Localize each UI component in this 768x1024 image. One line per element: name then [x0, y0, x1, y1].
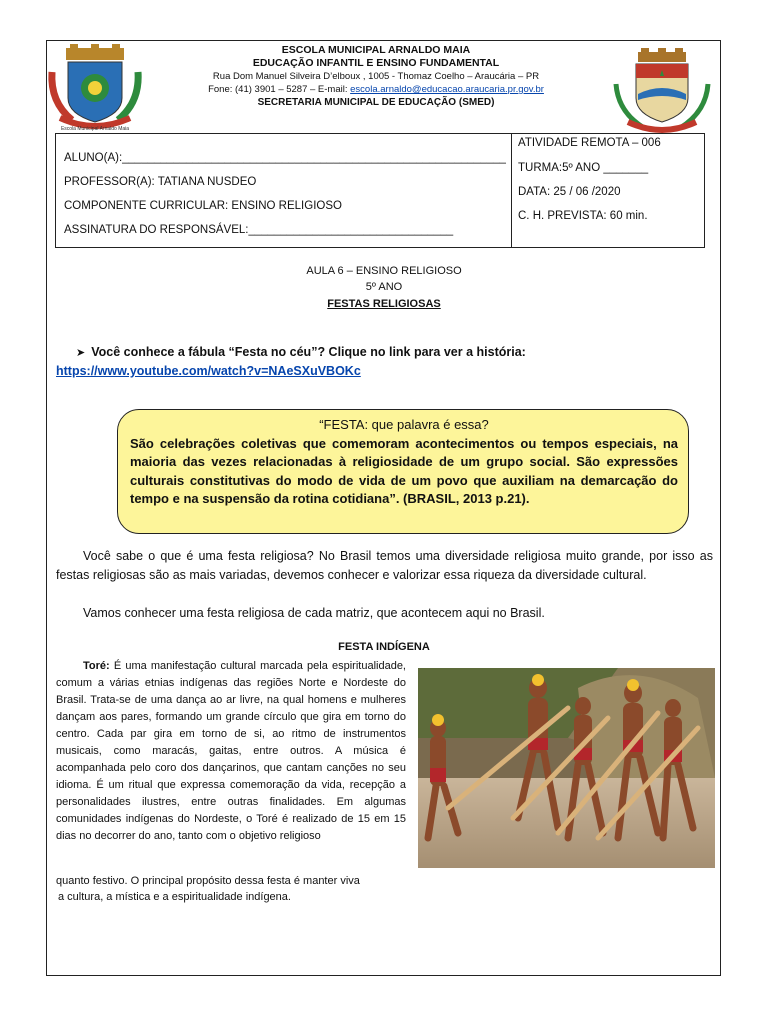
fable-question-text: Você conhece a fábula “Festa no céu”? Clique no link para ver a história:: [91, 345, 526, 359]
matrix-paragraph-text: Vamos conhecer uma festa religiosa de cada matriz, que acontecem aqui no Brasil.: [83, 606, 545, 620]
school-header: [148, 44, 604, 110]
school-name: ESCOLA MUNICIPAL ARNALDO MAIA: [281, 44, 471, 56]
tore-line-b: a cultura, a mística e a espiritualidade indígena.: [58, 891, 291, 903]
ch-field: C. H. PREVISTA: 60 min.: [518, 210, 648, 222]
arrow-bullet-icon: ➤: [76, 347, 86, 359]
school-level: EDUCAÇÃO INFANTIL E ENSINO FUNDAMENTAL: [252, 57, 500, 69]
lesson-title: AULA 6 – ENSINO RELIGIOSO: [306, 265, 462, 277]
araucaria-coat-of-arms-logo: [608, 48, 716, 136]
tore-heading: Toré:: [83, 660, 110, 672]
lesson-grade: 5º ANO: [365, 281, 403, 293]
email-link[interactable]: escola.arnaldo@educacao.araucaria.pr.gov.br: [350, 84, 544, 95]
matrix-paragraph: [56, 604, 713, 623]
data-field: DATA: 25 / 06 /2020: [518, 186, 621, 198]
intro-paragraph-text: Você sabe o que é uma festa religiosa? No Brasil temos uma diversidade religiosa muito grande, por isso as festas religiosas são as mais variadas, devemos conhecer e valorizar essa riqueza da diversidade cultural.: [56, 549, 713, 582]
componente-field: COMPONENTE CURRICULAR: ENSINO RELIGIOSO: [64, 200, 342, 212]
tore-dance-photo: [418, 668, 715, 868]
fable-question: [76, 345, 526, 359]
phone-text: Fone: (41) 3901 – 5287 – E-mail:: [208, 84, 351, 95]
svg-text:Escola Municipal Arnaldo Maia: Escola Municipal Arnaldo Maia: [60, 126, 130, 132]
student-info-table: [55, 133, 705, 248]
atividade-field: ATIVIDADE REMOTA – 006: [518, 137, 661, 149]
tore-description: [56, 658, 406, 845]
info-left-column: [56, 134, 512, 247]
tore-body: É uma manifestação cultural marcada pela espiritualidade, comum a várias etnias indígenas das regiões Norte e Nordeste do Brasil. Trata-se de uma dança ao ar livre, na qual homens e mulheres dançam aos pares, formando um grande círculo que gira em torno do centro. Cada par gira em torno de si, ao ritmo de instrumentos musicais, como maracás, gaitas, entre outros. A música é acompanhada pelo coro dos dançarinos, que cantam canções no seu idioma. É um ritual que expressa comemoração da vida, recepção a personalidades ilustres, entre outras finalidades. Em algumas comunidades indígenas do Nordeste, o Toré é realizado de 15 em 15 dias no decorrer do ano, tanto com o objetivo religioso: [56, 660, 406, 842]
aluno-field: ALUNO(A):____________________________________________________________: [64, 152, 506, 164]
professor-field: PROFESSOR(A): TATIANA NUSDEO: [64, 176, 257, 188]
festa-indigena-title: FESTA INDÍGENA: [338, 641, 430, 653]
youtube-link[interactable]: https://www.youtube.com/watch?v=NAeSXuVBOKc: [56, 364, 361, 378]
school-address: Rua Dom Manuel Silveira D’elboux , 1005 - Thomaz Coelho – Araucária – PR: [212, 71, 540, 82]
assinatura-field: ASSINATURA DO RESPONSÁVEL:________________________________: [64, 224, 454, 236]
callout-body: São celebrações coletivas que comemoram acontecimentos ou tempos especiais, na maioria das vezes relacionadas à religiosidade de um grupo social. São expressões culturais constitutivas do modo de vida de um povo que auxiliam na demarcação do tempo e na suspensão da rotina cotidiana”. (BRASIL, 2013 p.21).: [130, 435, 678, 506]
tore-line-a: quanto festivo. O principal propósito dessa festa é manter viva: [56, 875, 360, 887]
secretariat: SECRETARIA MUNICIPAL DE EDUCAÇÃO (SMED): [257, 97, 495, 108]
turma-field: TURMA:5º ANO _______: [518, 162, 649, 174]
municipal-coat-of-arms-logo: [46, 42, 144, 134]
callout-title: “FESTA: que palavra é essa?: [319, 417, 489, 432]
lesson-topic: FESTAS RELIGIOSAS: [327, 298, 441, 310]
school-contact: [148, 83, 604, 96]
info-right-column: [512, 134, 704, 247]
intro-paragraph: [56, 547, 713, 585]
festa-definition-callout: [117, 409, 689, 534]
